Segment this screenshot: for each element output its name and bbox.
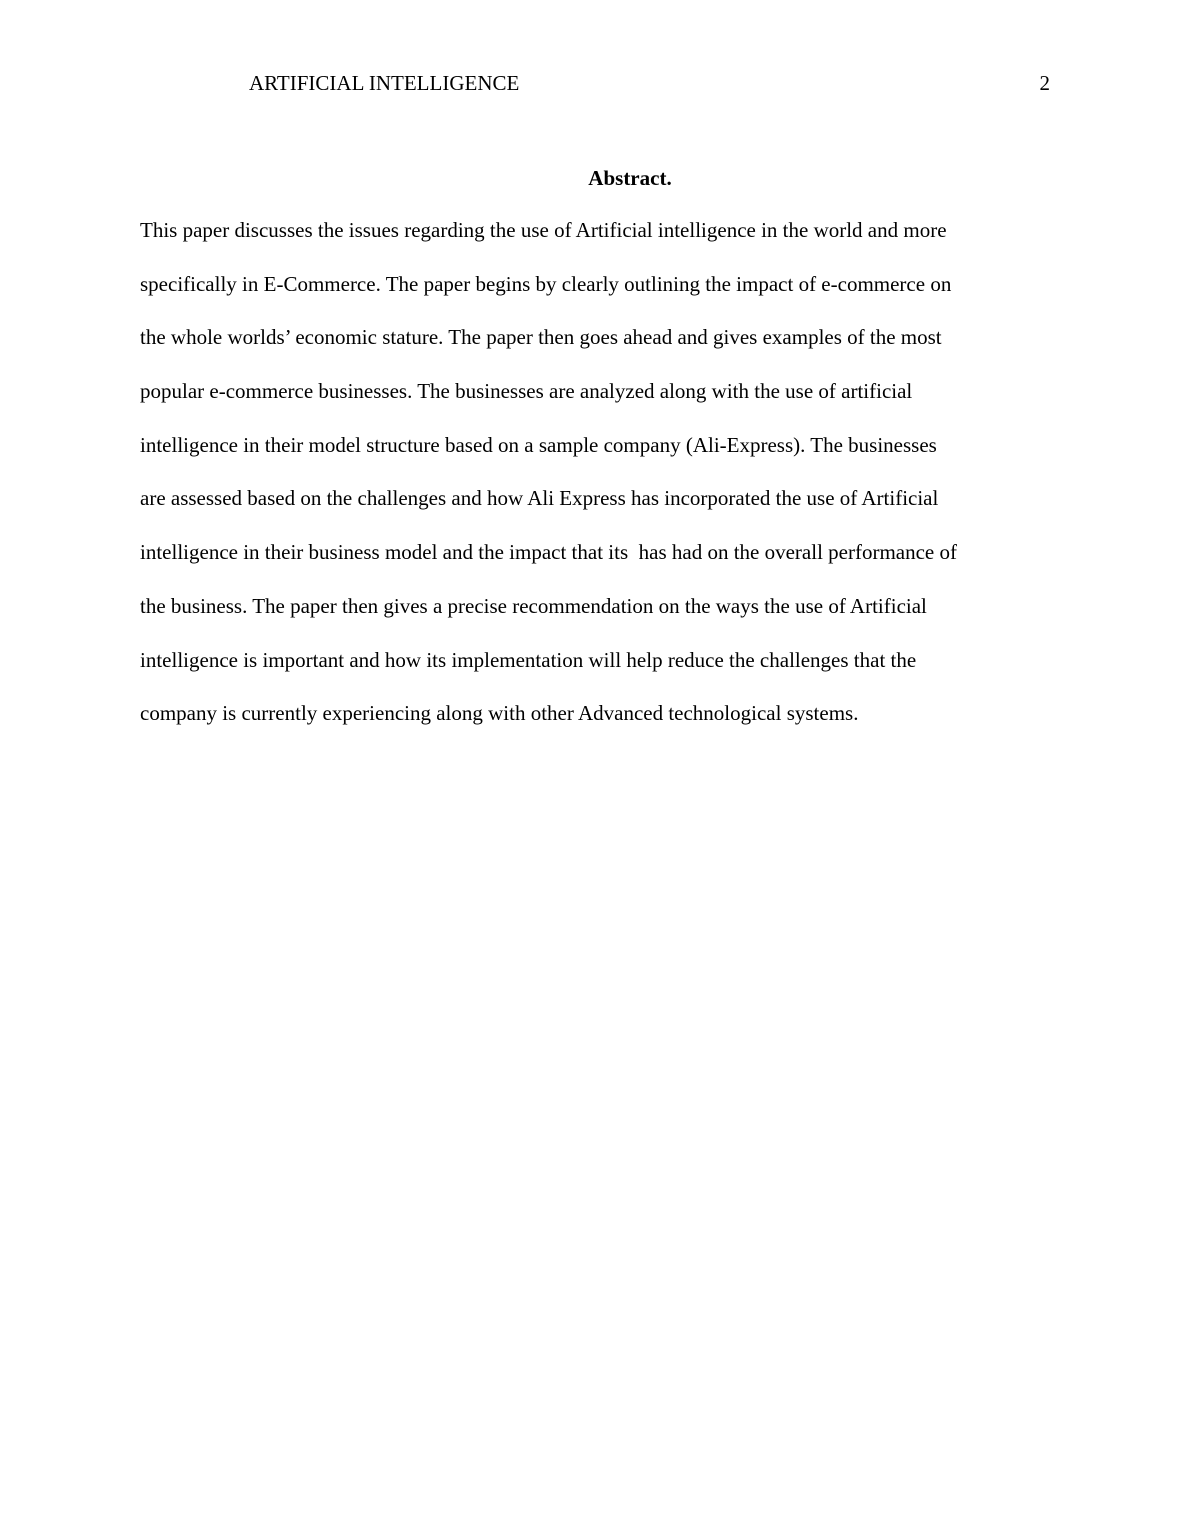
running-head: ARTIFICIAL INTELLIGENCE [249, 71, 520, 95]
abstract-line: intelligence is important and how its implementation will help reduce the challenges that the [140, 647, 917, 672]
abstract-line: popular e-commerce businesses. The businesses are analyzed along with the use of artificial [140, 379, 913, 404]
abstract-line: specifically in E-Commerce. The paper begins by clearly outlining the impact of e-commerce on [140, 271, 952, 296]
abstract-line: the business. The paper then gives a precise recommendation on the ways the use of Artificial [140, 593, 927, 618]
abstract-line: company is currently experiencing along with other Advanced technological systems. [140, 701, 859, 726]
page-number: 2 [1039, 71, 1050, 95]
abstract-heading: Abstract. [588, 166, 672, 190]
abstract-line: This paper discusses the issues regarding the use of Artificial intelligence in the world and more [140, 218, 947, 242]
abstract-paragraph [140, 204, 1050, 741]
abstract-line: the whole worlds’ economic stature. The paper then goes ahead and gives examples of the most [140, 325, 942, 350]
abstract-line: are assessed based on the challenges and how Ali Express has incorporated the use of Artificial [140, 486, 939, 511]
abstract-line: intelligence in their model structure based on a sample company (Ali-Express). The businesses [140, 432, 937, 457]
abstract-line: intelligence in their business model and the impact that its has had on the overall performance of [140, 540, 958, 565]
